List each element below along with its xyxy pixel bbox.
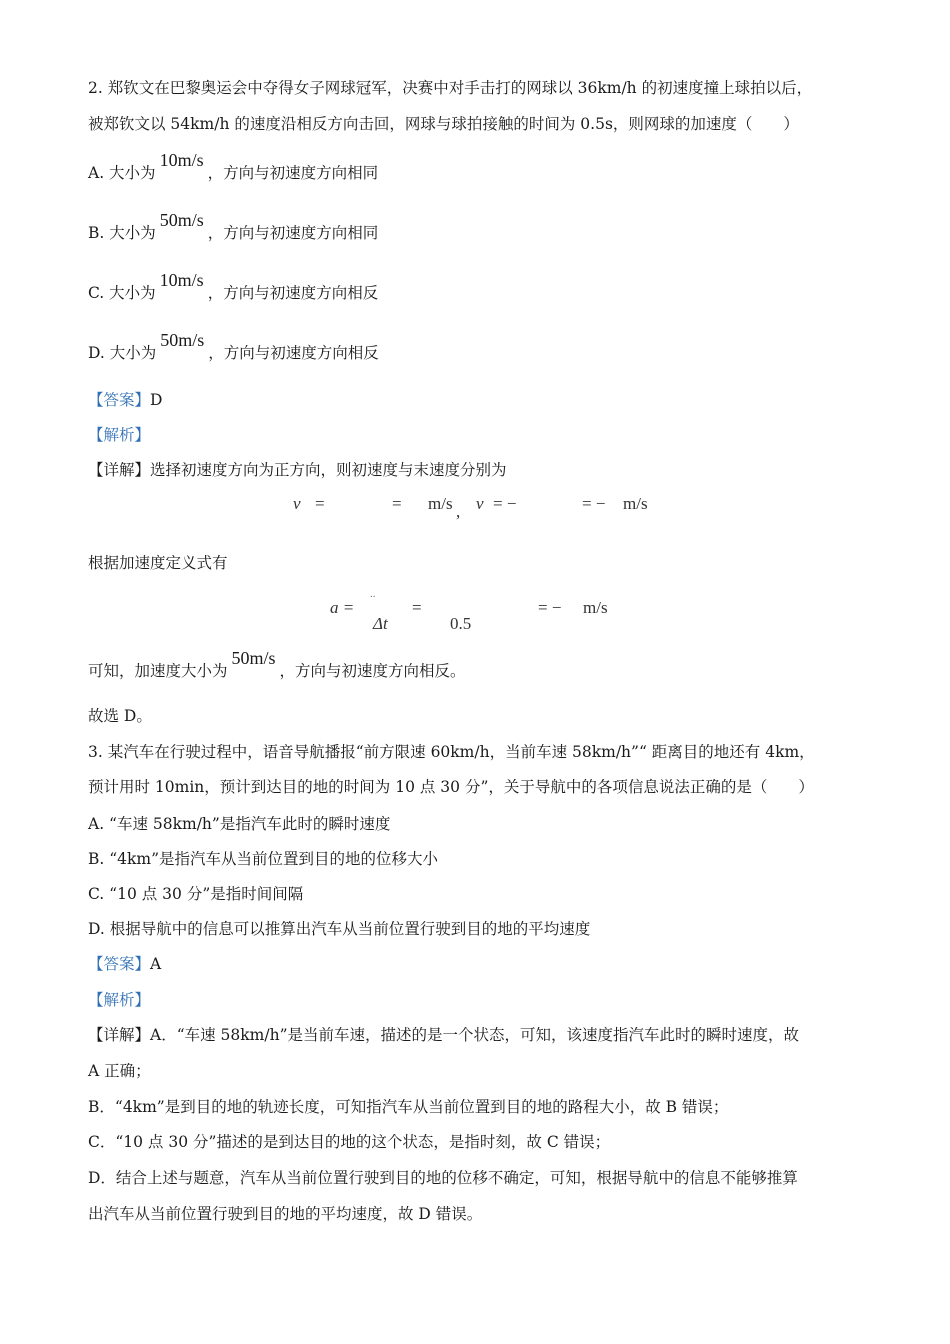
option-value: 50m/s: [159, 210, 204, 230]
q3-stem-line2: 预计用时 10min，预计到达目的地的时间为 10 点 30 分”，关于导航中的各项信息说法正确的是（ ）: [88, 778, 814, 796]
q2-definition-text: 根据加速度定义式有: [88, 554, 228, 572]
answer-tag: 【答案】: [88, 955, 151, 973]
option-value: 10m/s: [159, 270, 204, 290]
detail-tag: 【详解】: [88, 461, 151, 479]
detail-text: A．“车速 58km/h”是当前车速，描述的是一个状态，可知，该速度指汽车此时的瞬时速度，故: [150, 1026, 800, 1044]
q3-detail-line5: D．结合上述与题意，汽车从当前位置行驶到目的地的位移不确定，可知，根据导航中的信息不能够推算: [88, 1169, 798, 1187]
q3-detail-line1: [88, 1025, 799, 1045]
eq2-unit: m/s: [583, 598, 608, 617]
option-suffix: ，方向与初速度方向相反: [208, 344, 379, 362]
option-prefix: B. 大小为: [88, 224, 156, 242]
q3-option-d: D. 根据导航中的信息可以推算出汽车从当前位置行驶到目的地的平均速度: [88, 920, 591, 938]
conclusion-value: 50m/s: [231, 648, 276, 668]
eq1-unit1: m/s: [428, 494, 453, 513]
option-suffix: ，方向与初速度方向相同: [207, 164, 379, 182]
q2-analysis-tag: 【解析】: [88, 426, 151, 444]
detail-text: 选择初速度方向为正方向，则初速度与末速度分别为: [150, 461, 507, 479]
option-prefix: A. 大小为: [88, 164, 156, 182]
q2-answer: [88, 390, 162, 410]
q3-detail-line4: C．“10 点 30 分”描述的是到达目的地的这个状态，是指时刻，故 C 错误；: [88, 1133, 611, 1151]
eq1-v0: v: [293, 494, 301, 513]
q3-stem-line1: 3. 某汽车在行驶过程中，语音导航播报“前方限速 60km/h，当前车速 58km/h”“ 距离目的地还有 4km，: [88, 743, 815, 761]
q3-answer: [88, 954, 161, 974]
eq1-equals-a: =: [315, 494, 325, 513]
eq1-equals-d: = −: [582, 494, 606, 513]
eq2-numerator-fragment: ..: [370, 588, 376, 600]
option-suffix: ，方向与初速度方向相反: [207, 284, 379, 302]
option-value: 10m/s: [159, 150, 204, 170]
eq1-comma: ,: [456, 502, 461, 521]
q3-detail-line6: 出汽车从当前位置行驶到目的地的平均速度，故 D 错误。: [88, 1205, 483, 1223]
answer-tag: 【答案】: [88, 391, 151, 409]
detail-tag: 【详解】: [88, 1026, 151, 1044]
eq2-equals-a: =: [412, 598, 422, 617]
conclusion-suffix: ，方向与初速度方向相反。: [279, 662, 466, 680]
q3-option-b: B. “4km”是指汽车从当前位置到目的地的位移大小: [88, 850, 439, 868]
q3-detail-line2: A 正确；: [88, 1062, 151, 1080]
eq2-equals-b: = −: [538, 598, 562, 617]
eq1-equals-c: = −: [493, 494, 517, 513]
q2-conclusion: [88, 648, 466, 681]
answer-value: D: [150, 391, 163, 409]
option-value: 50m/s: [160, 330, 205, 350]
eq1-equals-b: =: [392, 494, 402, 513]
eq2-a: a =: [330, 598, 355, 617]
q2-option-d: [88, 330, 379, 363]
eq1-unit2: m/s: [623, 494, 648, 513]
option-prefix: D. 大小为: [88, 344, 157, 362]
answer-value: A: [150, 955, 162, 973]
q2-stem-line2: 被郑钦文以 54km/h 的速度沿相反方向击回，网球与球拍接触的时间为 0.5s，则网球的加速度（ ）: [88, 115, 799, 133]
q3-option-c: C. “10 点 30 分”是指时间间隔: [88, 885, 304, 903]
eq2-denominator: 0.5: [450, 614, 472, 633]
q3-analysis-tag: 【解析】: [88, 991, 151, 1009]
option-prefix: C. 大小为: [88, 284, 156, 302]
eq1-v1: v: [476, 494, 484, 513]
conclusion-prefix: 可知，加速度大小为: [88, 662, 228, 680]
q2-stem-line1: 2. 郑钦文在巴黎奥运会中夺得女子网球冠军，决赛中对手击打的网球以 36km/h 的初速度撞上球拍以后，: [88, 79, 813, 97]
q2-option-c: [88, 270, 379, 303]
q2-detail: [88, 460, 507, 480]
q3-option-a: A. “车速 58km/h”是指汽车此时的瞬时速度: [88, 815, 391, 833]
q2-option-a: [88, 150, 379, 183]
q2-choose: 故选 D。: [88, 707, 152, 725]
q2-option-b: [88, 210, 379, 243]
q3-detail-line3: B．“4km”是到目的地的轨迹长度，可知指汽车从当前位置到目的地的路程大小，故 B 错误；: [88, 1098, 729, 1116]
eq2-dt: Δt: [373, 614, 388, 633]
option-suffix: ，方向与初速度方向相同: [207, 224, 379, 242]
